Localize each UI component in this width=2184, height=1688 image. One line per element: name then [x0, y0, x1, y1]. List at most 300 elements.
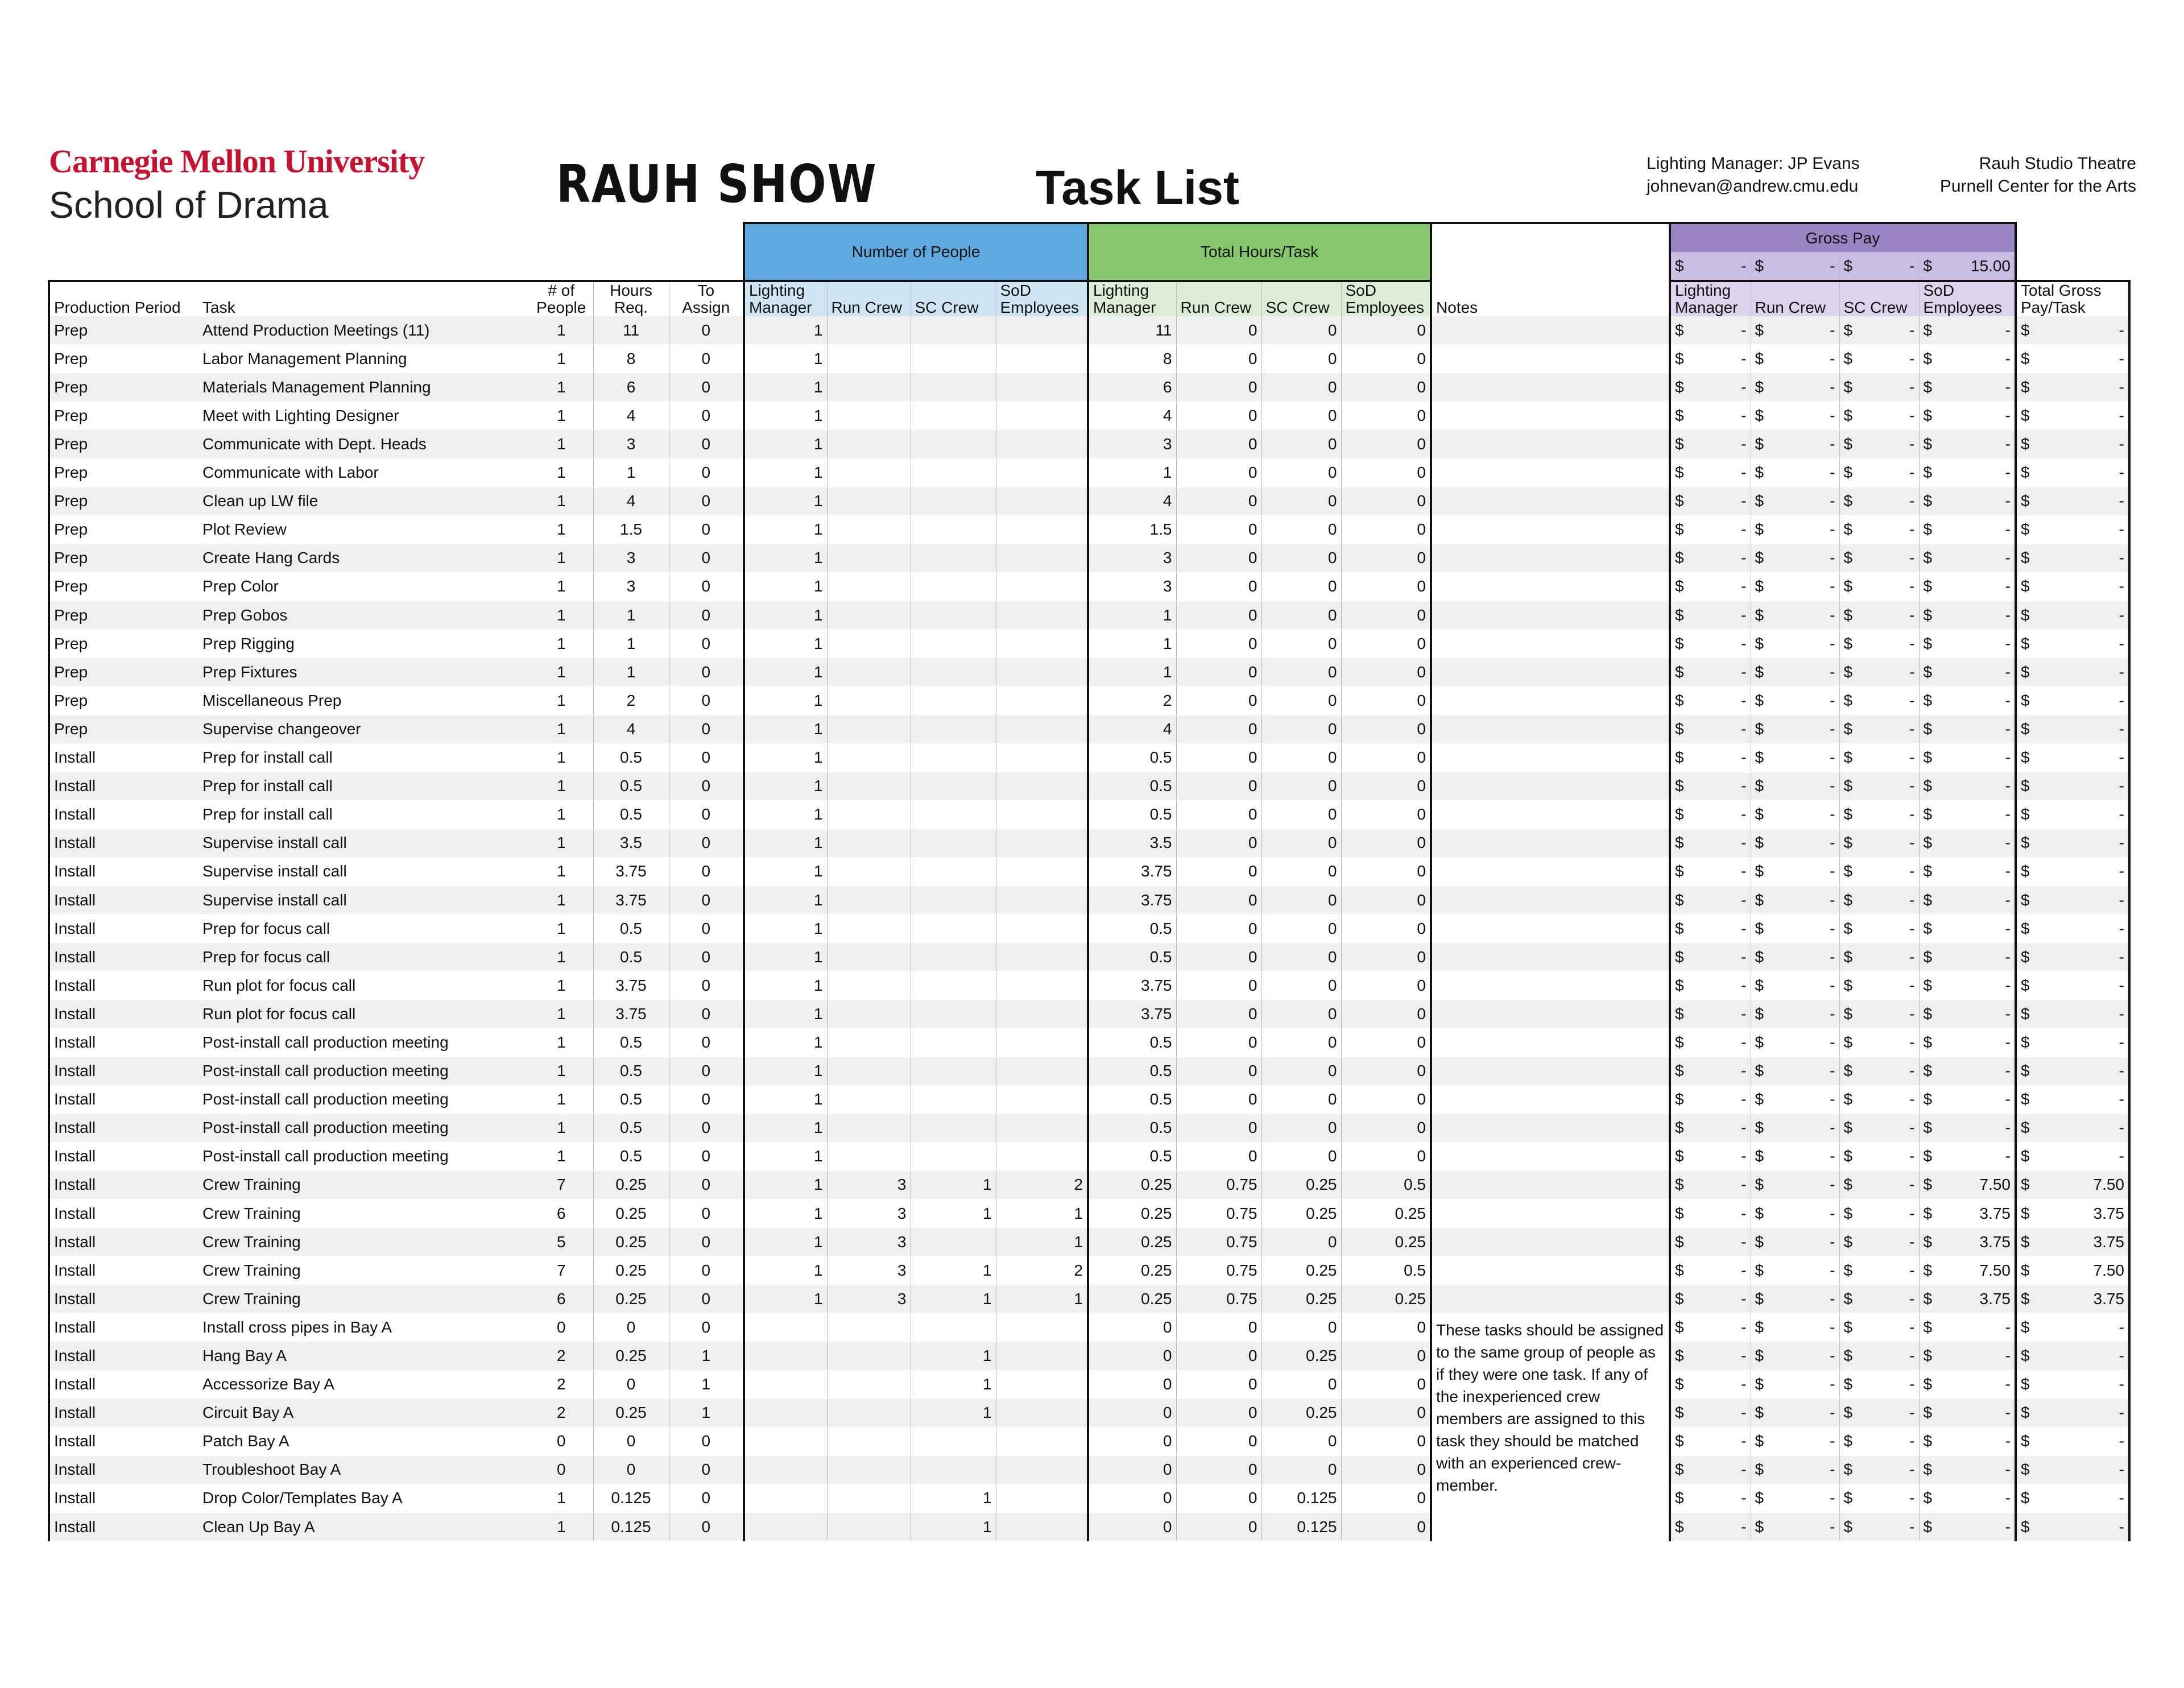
table-cell[interactable]: Prep: [49, 430, 198, 458]
table-cell[interactable]: 0.125: [593, 1513, 669, 1541]
table-cell[interactable]: 0.25: [593, 1342, 669, 1370]
table-cell[interactable]: 1: [744, 715, 827, 743]
gross-pay-cell[interactable]: $ -: [1839, 1000, 1919, 1028]
table-cell[interactable]: Prep Color: [198, 572, 530, 601]
table-cell[interactable]: 0: [1176, 1370, 1261, 1399]
table-cell[interactable]: 1: [530, 316, 593, 345]
table-cell[interactable]: [911, 1142, 996, 1170]
table-cell[interactable]: 0: [1261, 1114, 1341, 1142]
table-cell[interactable]: 1: [744, 772, 827, 800]
table-cell[interactable]: 0.25: [593, 1399, 669, 1427]
gross-pay-cell[interactable]: $ -: [1751, 601, 1839, 630]
gross-pay-cell[interactable]: $ -: [1670, 1228, 1751, 1256]
table-cell[interactable]: 0: [1176, 1085, 1261, 1114]
table-cell[interactable]: [827, 515, 911, 544]
table-cell[interactable]: 3: [1088, 572, 1176, 601]
table-cell[interactable]: [996, 544, 1088, 572]
total-pay-cell[interactable]: $ -: [2016, 544, 2129, 572]
table-cell[interactable]: [911, 772, 996, 800]
table-cell[interactable]: [996, 1399, 1088, 1427]
table-cell[interactable]: 6: [1088, 373, 1176, 402]
gross-pay-cell[interactable]: $ -: [1839, 572, 1919, 601]
table-cell[interactable]: 0: [1261, 601, 1341, 630]
gross-pay-cell[interactable]: $ 7.50: [1919, 1170, 2016, 1199]
table-cell[interactable]: [996, 915, 1088, 943]
table-cell[interactable]: 1: [530, 971, 593, 1000]
table-cell[interactable]: Crew Training: [198, 1256, 530, 1285]
table-cell[interactable]: 0: [1261, 800, 1341, 829]
table-cell[interactable]: 0: [1261, 402, 1341, 430]
table-cell[interactable]: 1: [530, 487, 593, 515]
table-cell[interactable]: Install: [49, 1455, 198, 1484]
table-cell[interactable]: 0: [1261, 1142, 1341, 1170]
table-cell[interactable]: 0: [1176, 800, 1261, 829]
notes-cell[interactable]: [1431, 1285, 1670, 1313]
gross-pay-cell[interactable]: $ -: [1839, 430, 1919, 458]
table-cell[interactable]: Post-install call production meeting: [198, 1142, 530, 1170]
table-cell[interactable]: Post-install call production meeting: [198, 1028, 530, 1057]
table-cell[interactable]: 0: [1341, 373, 1431, 402]
table-cell[interactable]: 4: [593, 715, 669, 743]
table-cell[interactable]: 0: [1341, 1028, 1431, 1057]
table-cell[interactable]: [827, 601, 911, 630]
table-cell[interactable]: 1: [996, 1199, 1088, 1228]
table-cell[interactable]: 0.5: [593, 1057, 669, 1085]
gross-pay-cell[interactable]: $ -: [1751, 458, 1839, 487]
table-cell[interactable]: 1: [911, 1342, 996, 1370]
gross-pay-cell[interactable]: $ -: [1919, 1370, 2016, 1399]
table-cell[interactable]: 0: [1088, 1370, 1176, 1399]
gross-pay-cell[interactable]: $ -: [1670, 829, 1751, 857]
table-cell[interactable]: Install: [49, 915, 198, 943]
table-cell[interactable]: 0.75: [1176, 1170, 1261, 1199]
total-pay-cell[interactable]: $ -: [2016, 1142, 2129, 1170]
table-cell[interactable]: 0.25: [1341, 1199, 1431, 1228]
rate-run-crew[interactable]: $ -: [1751, 252, 1839, 281]
gross-pay-cell[interactable]: $ -: [1751, 971, 1839, 1000]
notes-cell[interactable]: These tasks should be assigned to the same group of people as if they were one task. If any of the inexperienced crew members are assigned to this task they should be matched with an experienced crew-member.: [1431, 1313, 1670, 1541]
table-cell[interactable]: 0: [1261, 572, 1341, 601]
table-cell[interactable]: 0: [669, 1256, 744, 1285]
table-cell[interactable]: 1: [530, 544, 593, 572]
table-cell[interactable]: 0: [669, 572, 744, 601]
gross-pay-cell[interactable]: $ -: [1751, 402, 1839, 430]
table-cell[interactable]: 0: [1341, 1000, 1431, 1028]
table-cell[interactable]: 0: [1088, 1513, 1176, 1541]
gross-pay-cell[interactable]: $ -: [1751, 373, 1839, 402]
table-cell[interactable]: Crew Training: [198, 1199, 530, 1228]
gross-pay-cell[interactable]: $ -: [1919, 886, 2016, 914]
table-cell[interactable]: [911, 971, 996, 1000]
gross-pay-cell[interactable]: $ -: [1839, 1313, 1919, 1342]
table-cell[interactable]: [996, 1427, 1088, 1455]
table-cell[interactable]: 1: [744, 572, 827, 601]
table-cell[interactable]: 3: [593, 572, 669, 601]
table-cell[interactable]: 1: [744, 943, 827, 971]
table-cell[interactable]: 0.5: [1088, 1057, 1176, 1085]
gross-pay-cell[interactable]: $ -: [1919, 1484, 2016, 1512]
table-cell[interactable]: 0: [1176, 1484, 1261, 1512]
gross-pay-cell[interactable]: $ -: [1670, 1285, 1751, 1313]
gross-pay-cell[interactable]: $ -: [1670, 1313, 1751, 1342]
notes-cell[interactable]: [1431, 658, 1670, 686]
table-cell[interactable]: [996, 1484, 1088, 1512]
table-cell[interactable]: Install: [49, 1028, 198, 1057]
table-cell[interactable]: 1: [593, 658, 669, 686]
table-cell[interactable]: 0: [1341, 1142, 1431, 1170]
table-cell[interactable]: Prep: [49, 515, 198, 544]
table-cell[interactable]: 0.5: [593, 772, 669, 800]
table-cell[interactable]: 1: [530, 915, 593, 943]
table-cell[interactable]: [996, 515, 1088, 544]
table-cell[interactable]: [827, 373, 911, 402]
table-cell[interactable]: 0: [1176, 1114, 1261, 1142]
table-cell[interactable]: 3.75: [1088, 857, 1176, 886]
table-cell[interactable]: Post-install call production meeting: [198, 1085, 530, 1114]
table-cell[interactable]: Miscellaneous Prep: [198, 686, 530, 715]
gross-pay-cell[interactable]: $ -: [1839, 1028, 1919, 1057]
table-cell[interactable]: 0: [1261, 915, 1341, 943]
table-cell[interactable]: 0: [1261, 658, 1341, 686]
table-cell[interactable]: [996, 1028, 1088, 1057]
table-cell[interactable]: 1: [744, 800, 827, 829]
notes-cell[interactable]: [1431, 1085, 1670, 1114]
table-cell[interactable]: 2: [530, 1342, 593, 1370]
table-cell[interactable]: 0: [1176, 1513, 1261, 1541]
table-cell[interactable]: 0.5: [1088, 1028, 1176, 1057]
total-pay-cell[interactable]: $ -: [2016, 515, 2129, 544]
table-cell[interactable]: [827, 686, 911, 715]
gross-pay-cell[interactable]: $ -: [1670, 1256, 1751, 1285]
notes-cell[interactable]: [1431, 915, 1670, 943]
total-pay-cell[interactable]: $ -: [2016, 772, 2129, 800]
table-cell[interactable]: 0: [1176, 515, 1261, 544]
table-cell[interactable]: 1: [911, 1370, 996, 1399]
table-cell[interactable]: 0: [1341, 1342, 1431, 1370]
gross-pay-cell[interactable]: $ -: [1670, 943, 1751, 971]
table-cell[interactable]: 0: [1176, 915, 1261, 943]
table-cell[interactable]: Install: [49, 1114, 198, 1142]
table-cell[interactable]: 0.125: [1261, 1513, 1341, 1541]
gross-pay-cell[interactable]: $ -: [1919, 1513, 2016, 1541]
table-cell[interactable]: 0.25: [593, 1170, 669, 1199]
total-pay-cell[interactable]: $ -: [2016, 1455, 2129, 1484]
gross-pay-cell[interactable]: $ -: [1839, 316, 1919, 345]
table-cell[interactable]: 0: [1341, 458, 1431, 487]
total-pay-cell[interactable]: $ -: [2016, 572, 2129, 601]
notes-cell[interactable]: [1431, 1228, 1670, 1256]
gross-pay-cell[interactable]: $ -: [1839, 971, 1919, 1000]
table-cell[interactable]: [996, 943, 1088, 971]
gross-pay-cell[interactable]: $ -: [1919, 630, 2016, 658]
table-cell[interactable]: 1: [530, 430, 593, 458]
gross-pay-cell[interactable]: $ -: [1751, 1313, 1839, 1342]
table-cell[interactable]: 0: [1261, 1000, 1341, 1028]
table-cell[interactable]: [996, 686, 1088, 715]
table-cell[interactable]: Install: [49, 857, 198, 886]
table-cell[interactable]: 2: [1088, 686, 1176, 715]
gross-pay-cell[interactable]: $ -: [1919, 316, 2016, 345]
table-cell[interactable]: Prep: [49, 544, 198, 572]
table-cell[interactable]: [911, 1028, 996, 1057]
gross-pay-cell[interactable]: $ -: [1919, 1085, 2016, 1114]
table-cell[interactable]: 0: [1176, 829, 1261, 857]
total-pay-cell[interactable]: $ -: [2016, 1028, 2129, 1057]
gross-pay-cell[interactable]: $ -: [1751, 1028, 1839, 1057]
table-cell[interactable]: 1: [530, 715, 593, 743]
notes-cell[interactable]: [1431, 772, 1670, 800]
gross-pay-cell[interactable]: $ -: [1919, 515, 2016, 544]
table-cell[interactable]: 1: [669, 1399, 744, 1427]
table-cell[interactable]: 0: [1088, 1342, 1176, 1370]
table-cell[interactable]: 0: [669, 886, 744, 914]
table-cell[interactable]: 0.25: [1261, 1399, 1341, 1427]
rate-sc-crew[interactable]: $ -: [1839, 252, 1919, 281]
table-cell[interactable]: 1: [744, 658, 827, 686]
table-cell[interactable]: 0: [1176, 658, 1261, 686]
table-cell[interactable]: Circuit Bay A: [198, 1399, 530, 1427]
table-cell[interactable]: 0: [1261, 715, 1341, 743]
gross-pay-cell[interactable]: $ -: [1839, 658, 1919, 686]
table-cell[interactable]: 0: [1341, 515, 1431, 544]
gross-pay-cell[interactable]: $ -: [1751, 1228, 1839, 1256]
table-cell[interactable]: [996, 1342, 1088, 1370]
gross-pay-cell[interactable]: $ -: [1839, 829, 1919, 857]
table-cell[interactable]: 3: [827, 1256, 911, 1285]
total-pay-cell[interactable]: $ -: [2016, 373, 2129, 402]
table-cell[interactable]: [911, 658, 996, 686]
gross-pay-cell[interactable]: $ -: [1751, 1427, 1839, 1455]
table-cell[interactable]: Install: [49, 1228, 198, 1256]
table-cell[interactable]: [827, 487, 911, 515]
table-cell[interactable]: 0.125: [593, 1484, 669, 1512]
table-cell[interactable]: 1: [744, 1228, 827, 1256]
table-cell[interactable]: Supervise changeover: [198, 715, 530, 743]
table-cell[interactable]: 0: [669, 1085, 744, 1114]
table-cell[interactable]: Meet with Lighting Designer: [198, 402, 530, 430]
table-cell[interactable]: [827, 1085, 911, 1114]
notes-cell[interactable]: [1431, 487, 1670, 515]
gross-pay-cell[interactable]: $ -: [1670, 430, 1751, 458]
table-cell[interactable]: 0: [669, 1199, 744, 1228]
table-cell[interactable]: 0: [669, 345, 744, 373]
gross-pay-cell[interactable]: $ -: [1839, 601, 1919, 630]
gross-pay-cell[interactable]: $ -: [1670, 1427, 1751, 1455]
table-cell[interactable]: Install: [49, 971, 198, 1000]
gross-pay-cell[interactable]: $ -: [1839, 715, 1919, 743]
table-cell[interactable]: [827, 857, 911, 886]
table-cell[interactable]: 1: [530, 686, 593, 715]
table-cell[interactable]: [827, 829, 911, 857]
table-cell[interactable]: Install: [49, 1313, 198, 1342]
table-cell[interactable]: 1: [744, 1142, 827, 1170]
table-cell[interactable]: 0.25: [1088, 1228, 1176, 1256]
table-cell[interactable]: 0: [1261, 1455, 1341, 1484]
table-cell[interactable]: 3: [827, 1199, 911, 1228]
gross-pay-cell[interactable]: $ 3.75: [1919, 1199, 2016, 1228]
gross-pay-cell[interactable]: $ -: [1919, 1342, 2016, 1370]
table-cell[interactable]: 0.5: [1088, 800, 1176, 829]
table-cell[interactable]: 1: [744, 1170, 827, 1199]
table-cell[interactable]: 3: [827, 1285, 911, 1313]
table-cell[interactable]: 0.5: [593, 943, 669, 971]
table-cell[interactable]: [744, 1455, 827, 1484]
total-pay-cell[interactable]: $ -: [2016, 1342, 2129, 1370]
table-cell[interactable]: Prep: [49, 601, 198, 630]
table-cell[interactable]: 0.5: [593, 1085, 669, 1114]
notes-cell[interactable]: [1431, 971, 1670, 1000]
gross-pay-cell[interactable]: $ -: [1751, 630, 1839, 658]
table-cell[interactable]: Prep: [49, 458, 198, 487]
table-cell[interactable]: [911, 458, 996, 487]
table-cell[interactable]: 0: [1261, 1313, 1341, 1342]
table-cell[interactable]: 1: [1088, 458, 1176, 487]
table-cell[interactable]: 0.5: [1088, 943, 1176, 971]
table-cell[interactable]: 1: [744, 1000, 827, 1028]
total-pay-cell[interactable]: $ -: [2016, 1427, 2129, 1455]
table-cell[interactable]: Install: [49, 1342, 198, 1370]
table-cell[interactable]: 1: [530, 829, 593, 857]
table-cell[interactable]: [827, 1313, 911, 1342]
total-pay-cell[interactable]: $ -: [2016, 686, 2129, 715]
gross-pay-cell[interactable]: $ -: [1670, 1455, 1751, 1484]
gross-pay-cell[interactable]: $ -: [1839, 1455, 1919, 1484]
table-cell[interactable]: 1: [530, 1484, 593, 1512]
table-cell[interactable]: 0: [1176, 601, 1261, 630]
notes-cell[interactable]: [1431, 1142, 1670, 1170]
table-cell[interactable]: 0: [669, 1455, 744, 1484]
gross-pay-cell[interactable]: $ -: [1919, 658, 2016, 686]
table-cell[interactable]: 0: [1176, 1000, 1261, 1028]
table-cell[interactable]: [996, 402, 1088, 430]
table-cell[interactable]: 0.25: [1088, 1199, 1176, 1228]
table-cell[interactable]: 0: [669, 743, 744, 772]
table-cell[interactable]: Prep: [49, 402, 198, 430]
table-cell[interactable]: 0: [1176, 686, 1261, 715]
gross-pay-cell[interactable]: $ -: [1919, 686, 2016, 715]
table-cell[interactable]: Prep Fixtures: [198, 658, 530, 686]
table-cell[interactable]: 0: [1341, 1399, 1431, 1427]
table-cell[interactable]: [827, 1484, 911, 1512]
table-cell[interactable]: 3: [1088, 430, 1176, 458]
gross-pay-cell[interactable]: $ -: [1839, 1399, 1919, 1427]
table-cell[interactable]: Drop Color/Templates Bay A: [198, 1484, 530, 1512]
table-cell[interactable]: 1: [530, 601, 593, 630]
table-cell[interactable]: 0.75: [1176, 1285, 1261, 1313]
table-cell[interactable]: 0: [1261, 487, 1341, 515]
table-cell[interactable]: 1: [911, 1170, 996, 1199]
table-cell[interactable]: 1: [530, 1142, 593, 1170]
table-cell[interactable]: Prep for install call: [198, 743, 530, 772]
table-cell[interactable]: Install: [49, 1285, 198, 1313]
table-cell[interactable]: [911, 743, 996, 772]
gross-pay-cell[interactable]: $ -: [1839, 1427, 1919, 1455]
table-cell[interactable]: Prep for install call: [198, 800, 530, 829]
table-cell[interactable]: Communicate with Labor: [198, 458, 530, 487]
table-cell[interactable]: Install: [49, 886, 198, 914]
table-cell[interactable]: 3.75: [593, 1000, 669, 1028]
gross-pay-cell[interactable]: $ -: [1670, 800, 1751, 829]
table-cell[interactable]: 0: [1341, 316, 1431, 345]
gross-pay-cell[interactable]: $ -: [1919, 601, 2016, 630]
gross-pay-cell[interactable]: $ -: [1919, 1057, 2016, 1085]
gross-pay-cell[interactable]: $ -: [1839, 1484, 1919, 1512]
table-cell[interactable]: 0: [1341, 800, 1431, 829]
table-cell[interactable]: 1: [744, 915, 827, 943]
gross-pay-cell[interactable]: $ -: [1839, 1114, 1919, 1142]
total-pay-cell[interactable]: $ 3.75: [2016, 1199, 2129, 1228]
table-cell[interactable]: [911, 857, 996, 886]
gross-pay-cell[interactable]: $ -: [1670, 630, 1751, 658]
table-cell[interactable]: 0: [1088, 1399, 1176, 1427]
table-cell[interactable]: 0: [669, 515, 744, 544]
table-cell[interactable]: 0: [669, 316, 744, 345]
table-cell[interactable]: 1: [530, 1513, 593, 1541]
table-cell[interactable]: [744, 1342, 827, 1370]
gross-pay-cell[interactable]: $ -: [1839, 402, 1919, 430]
gross-pay-cell[interactable]: $ -: [1670, 458, 1751, 487]
table-cell[interactable]: 1: [744, 1199, 827, 1228]
notes-cell[interactable]: [1431, 715, 1670, 743]
table-cell[interactable]: 0: [1176, 1313, 1261, 1342]
table-cell[interactable]: 11: [1088, 316, 1176, 345]
table-cell[interactable]: Accessorize Bay A: [198, 1370, 530, 1399]
table-cell[interactable]: 0: [1176, 971, 1261, 1000]
table-cell[interactable]: 0: [1261, 430, 1341, 458]
gross-pay-cell[interactable]: $ -: [1839, 373, 1919, 402]
gross-pay-cell[interactable]: $ -: [1670, 886, 1751, 914]
table-cell[interactable]: 0: [1176, 1342, 1261, 1370]
table-cell[interactable]: Post-install call production meeting: [198, 1057, 530, 1085]
table-cell[interactable]: [827, 800, 911, 829]
notes-cell[interactable]: [1431, 1114, 1670, 1142]
table-cell[interactable]: 1: [530, 1085, 593, 1114]
table-cell[interactable]: [827, 1427, 911, 1455]
gross-pay-cell[interactable]: $ -: [1839, 544, 1919, 572]
notes-cell[interactable]: [1431, 572, 1670, 601]
table-cell[interactable]: 1: [744, 857, 827, 886]
table-cell[interactable]: 0: [1261, 772, 1341, 800]
table-cell[interactable]: 0: [669, 1285, 744, 1313]
gross-pay-cell[interactable]: $ -: [1839, 1057, 1919, 1085]
table-cell[interactable]: 6: [530, 1199, 593, 1228]
table-cell[interactable]: 0: [669, 1228, 744, 1256]
table-cell[interactable]: 1: [744, 373, 827, 402]
gross-pay-cell[interactable]: $ -: [1751, 572, 1839, 601]
table-cell[interactable]: 0: [1261, 345, 1341, 373]
gross-pay-cell[interactable]: $ -: [1751, 800, 1839, 829]
gross-pay-cell[interactable]: $ -: [1670, 1057, 1751, 1085]
gross-pay-cell[interactable]: $ -: [1839, 857, 1919, 886]
gross-pay-cell[interactable]: $ -: [1670, 1513, 1751, 1541]
table-cell[interactable]: 1: [744, 1114, 827, 1142]
table-cell[interactable]: 0: [1176, 402, 1261, 430]
table-cell[interactable]: [996, 1114, 1088, 1142]
table-cell[interactable]: 1: [530, 658, 593, 686]
table-cell[interactable]: [996, 1057, 1088, 1085]
table-cell[interactable]: [911, 1228, 996, 1256]
table-cell[interactable]: 0: [669, 1114, 744, 1142]
total-pay-cell[interactable]: $ -: [2016, 1313, 2129, 1342]
table-cell[interactable]: 0: [593, 1427, 669, 1455]
gross-pay-cell[interactable]: $ -: [1751, 430, 1839, 458]
table-cell[interactable]: Supervise install call: [198, 829, 530, 857]
table-cell[interactable]: [996, 316, 1088, 345]
notes-cell[interactable]: [1431, 515, 1670, 544]
table-cell[interactable]: [744, 1313, 827, 1342]
gross-pay-cell[interactable]: $ -: [1839, 915, 1919, 943]
table-cell[interactable]: 0: [669, 1170, 744, 1199]
